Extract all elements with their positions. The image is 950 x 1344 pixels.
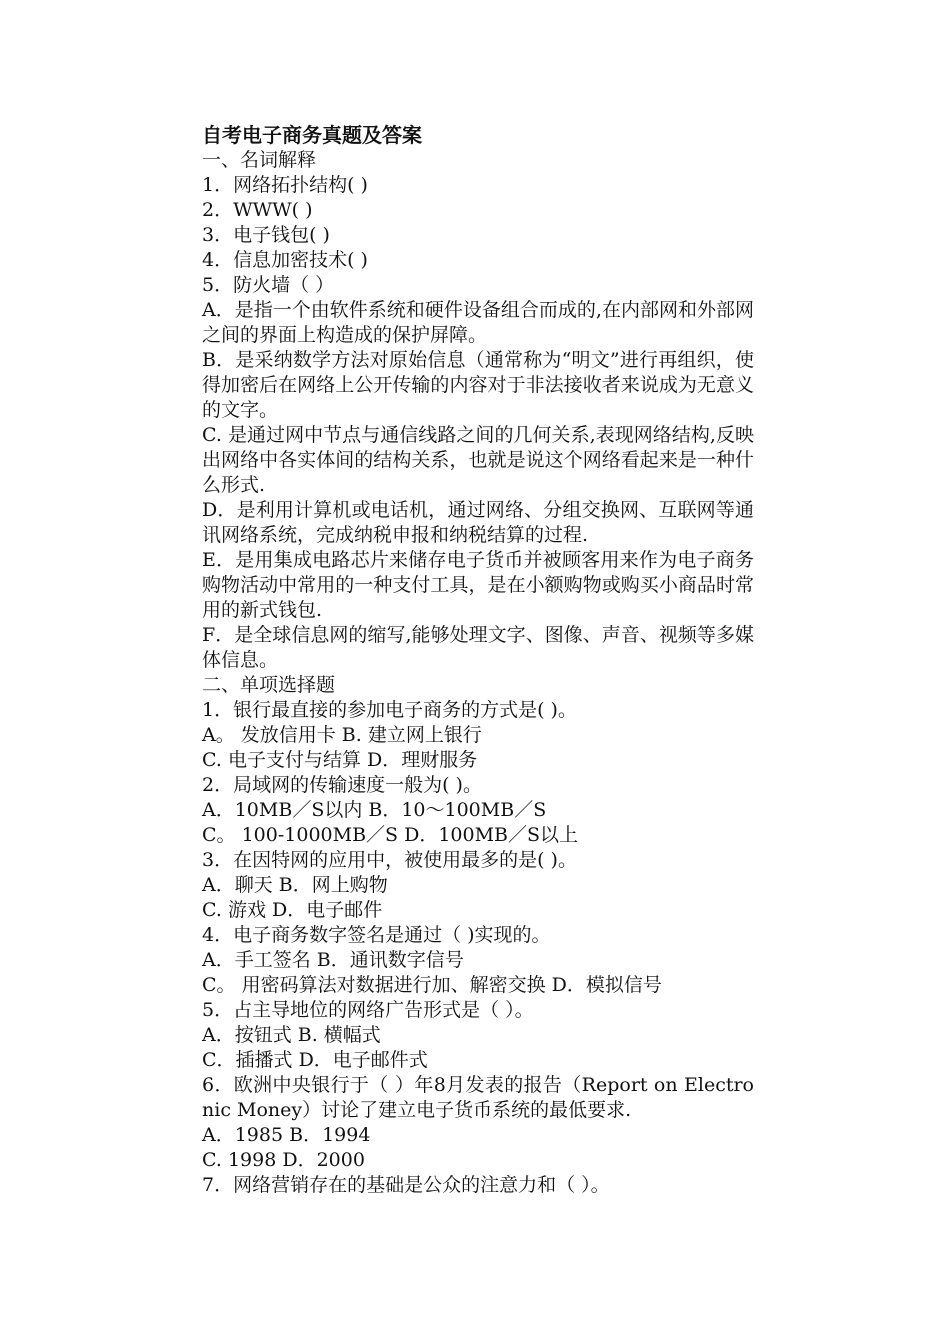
option-line: C. 电子支付与结算 D．理财服务 (202, 749, 478, 771)
question-line: 3．在因特网的应用中，被使用最多的是( )。 (202, 849, 577, 871)
section-heading: 一、名词解释 (202, 149, 317, 171)
definition-paragraph: F．是全球信息网的缩写,能够处理文字、图像、声音、视频等多媒体信息。 (202, 624, 754, 671)
option-line: C。 100-1000MB／S D．100MB／S以上 (202, 824, 579, 846)
question-line: 2．局域网的传输速度一般为( )。 (202, 774, 482, 796)
term-item: 3．电子钱包( ) (202, 224, 330, 246)
question-line: 7．网络营销存在的基础是公众的注意力和（ ）。 (202, 1174, 610, 1196)
definition-paragraph: A．是指一个由软件系统和硬件设备组合而成的,在内部网和外部网之间的界面上构造成的保护屏障。 (202, 299, 754, 346)
definition-paragraph: C. 是通过网中节点与通信线路之间的几何关系,表现网络结构,反映出网络中各实体间的结构关系，也就是说这个网络看起来是一种什么形式. (202, 424, 754, 496)
term-item: 1．网络拓扑结构( ) (202, 174, 368, 196)
option-line: A．手工签名 B．通讯数字信号 (202, 949, 464, 971)
term-item: 5．防火墙（ ） (202, 274, 335, 296)
option-line: A．1985 B．1994 (202, 1124, 371, 1146)
option-line: A．10MB／S以内 B．10～100MB／S (202, 799, 547, 821)
section-heading: 二、单项选择题 (202, 674, 336, 696)
document-page (202, 122, 754, 1198)
section-single-choice (202, 673, 754, 1198)
question-line: 6．欧洲中央银行于（ ）年8月发表的报告（Report on Electronic Money）讨论了建立电子货币系统的最低要求. (202, 1074, 754, 1121)
option-line: C. 游戏 D．电子邮件 (202, 899, 383, 921)
section-terms (202, 148, 754, 673)
term-item: 4．信息加密技术( ) (202, 249, 368, 271)
definition-paragraph: D．是利用计算机或电话机，通过网络、分组交换网、互联网等通讯网络系统，完成纳税申报和纳税结算的过程. (202, 499, 754, 546)
definition-paragraph: B．是采纳数学方法对原始信息（通常称为“明文”进行再组织，使得加密后在网络上公开传输的内容对于非法接收者来说成为无意义的文字。 (202, 349, 754, 421)
document-title: 自考电子商务真题及答案 (202, 123, 422, 147)
option-line: C．插播式 D．电子邮件式 (202, 1049, 428, 1071)
question-line: 4．电子商务数字签名是通过（ )实现的。 (202, 924, 551, 946)
term-item: 2．WWW( ) (202, 199, 313, 221)
question-line: 1．银行最直接的参加电子商务的方式是( )。 (202, 699, 577, 721)
option-line: C。 用密码算法对数据进行加、解密交换 D．模拟信号 (202, 974, 662, 996)
question-line: 5．占主导地位的网络广告形式是（ ）。 (202, 999, 534, 1021)
option-line: A．聊天 B．网上购物 (202, 874, 388, 896)
definition-paragraph: E．是用集成电路芯片来储存电子货币并被顾客用来作为电子商务购物活动中常用的一种支付工具，是在小额购物或购买小商品时常用的新式钱包. (202, 549, 754, 621)
option-line: A。 发放信用卡 B. 建立网上银行 (202, 724, 482, 746)
option-line: A．按钮式 B. 横幅式 (202, 1024, 381, 1046)
option-line: C. 1998 D．2000 (202, 1149, 365, 1171)
